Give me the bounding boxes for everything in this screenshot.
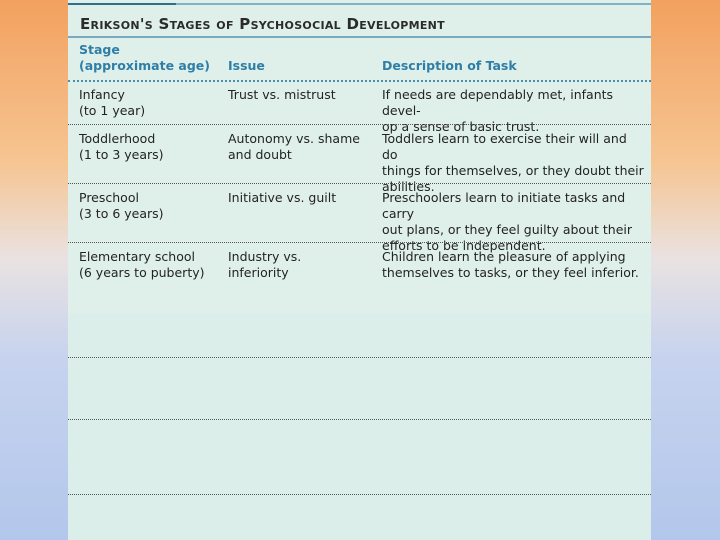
issue-cell [228,87,378,103]
row-rule [68,242,651,243]
stage-cell [79,249,229,281]
description-cell [382,190,644,254]
issue-line: Initiative vs. guilt [228,190,337,205]
table-title: Erikson's Stages of Psychosocial Development [80,15,445,33]
stage-age: (1 to 3 years) [79,147,164,162]
empty-table-area [68,314,651,540]
issue-line: Autonomy vs. shame [228,131,360,146]
header-issue: Issue [228,58,265,73]
description-line: op a sense of basic trust. [382,119,540,134]
description-line: Toddlers learn to exercise their will and do [382,131,627,162]
description-line: abilities. [382,179,435,194]
stage-name: Elementary school [79,249,195,264]
stage-age: (to 1 year) [79,103,146,118]
stage-name: Preschool [79,190,139,205]
description-line: themselves to tasks, or they feel inferior. [382,265,639,280]
description-cell [382,87,644,135]
issue-line: Trust vs. mistrust [228,87,336,102]
stage-name: Toddlerhood [79,131,156,146]
header-description: Description of Task [382,58,517,73]
description-line: out plans, or they feel guilty about their [382,222,633,237]
row-rule [68,357,651,358]
stage-cell [79,190,229,222]
issue-line: Industry vs. [228,249,302,264]
row-rule [68,494,651,495]
issue-cell [228,131,378,163]
issue-line: inferiority [228,265,289,280]
row-rule [68,419,651,420]
header-stage-line-1: Stage [79,42,120,57]
header-rule [68,80,651,82]
description-line: efforts to be independent. [382,238,546,253]
description-cell [382,249,644,281]
description-line: If needs are dependably met, infants devel- [382,87,614,118]
stage-cell [79,87,229,119]
stage-age: (3 to 6 years) [79,206,164,221]
header-stage-line-2: (approximate age) [79,58,210,73]
description-line: Preschoolers learn to initiate tasks and carry [382,190,626,221]
erikson-table-card [68,0,651,540]
stage-age: (6 years to puberty) [79,265,205,280]
issue-cell [228,190,378,206]
issue-cell [228,249,378,281]
header-stage [79,42,210,74]
title-rule [68,36,651,38]
top-rule-accent [68,3,176,5]
description-line: things for themselves, or they doubt their [382,163,644,178]
description-cell [382,131,644,195]
row-rule [68,124,651,125]
stage-name: Infancy [79,87,125,102]
row-rule [68,183,651,184]
description-line: Children learn the pleasure of applying [382,249,626,264]
issue-line: and doubt [228,147,292,162]
stage-cell [79,131,229,163]
